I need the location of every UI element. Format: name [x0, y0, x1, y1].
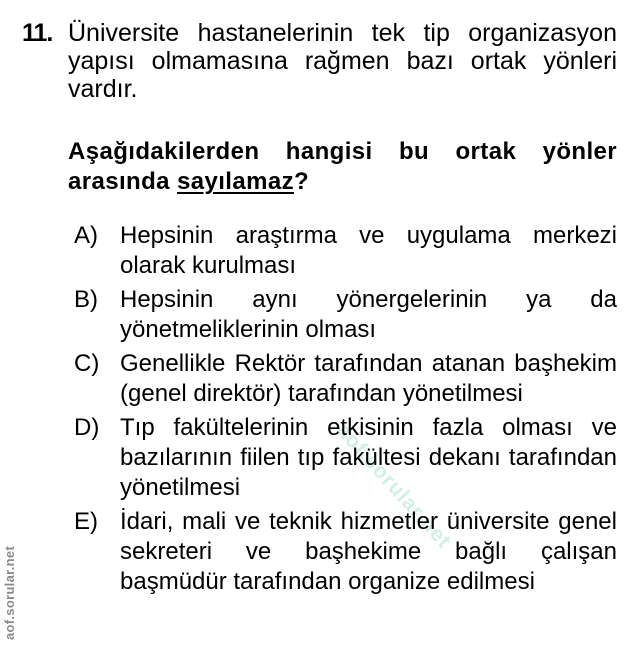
- prompt-question-mark: ?: [294, 168, 310, 195]
- option-text: İdari, mali ve teknik hizmetler üniversite genel sekreteri ve başhekime bağlı çalışan başmüdür tarafından organize edilmesi: [120, 508, 617, 595]
- option-text: Tıp fakültelerinin etkisinin fazla olması ve bazılarının fiilen tıp fakültesi dekanı tarafından yönetilmesi: [120, 414, 617, 501]
- answer-options: [74, 221, 617, 601]
- option-label: A): [74, 222, 98, 249]
- option-b[interactable]: [74, 285, 617, 345]
- option-a[interactable]: [74, 221, 617, 281]
- prompt-emphasis: sayılamaz: [177, 168, 295, 195]
- diagonal-watermark: aof.sorular.net: [331, 418, 456, 554]
- prompt-text: Aşağıdakilerden hangisi bu ortak yönler arasında: [68, 138, 617, 195]
- option-label: E): [74, 508, 98, 535]
- option-label: D): [74, 414, 100, 441]
- side-watermark: aof.sorular.net: [2, 545, 17, 640]
- option-c[interactable]: [74, 349, 617, 409]
- option-label: C): [74, 350, 100, 377]
- question-block: [22, 19, 617, 103]
- option-text: Genellikle Rektör tarafından atanan başhekim (genel direktör) tarafından yönetilmesi: [120, 350, 617, 407]
- option-text: Hepsinin araştırma ve uygulama merkezi olarak kurulması: [120, 222, 617, 279]
- question-stem: Üniversite hastanelerinin tek tip organizasyon yapısı olmamasına rağmen bazı ortak yönleri vardır.: [68, 19, 617, 103]
- option-label: B): [74, 286, 98, 313]
- option-d[interactable]: [74, 413, 617, 503]
- option-e[interactable]: [74, 507, 617, 597]
- question-prompt: [68, 137, 617, 197]
- question-number: 11.: [22, 19, 53, 47]
- option-text: Hepsinin aynı yönergelerinin ya da yönetmeliklerinin olması: [120, 286, 617, 343]
